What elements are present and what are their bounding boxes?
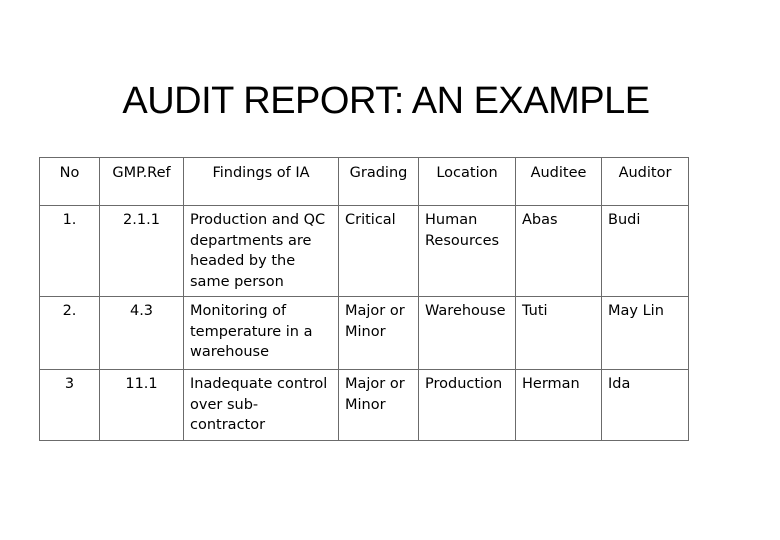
page-title: AUDIT REPORT: AN EXAMPLE [122, 80, 650, 122]
cell-location: Warehouse [419, 297, 516, 370]
cell-findings: Monitoring of temperature in a warehouse [184, 297, 339, 370]
cell-no: 3 [40, 370, 100, 441]
cell-gmp-ref: 11.1 [100, 370, 184, 441]
cell-auditee: Abas [516, 206, 602, 297]
column-header-location: Location [419, 158, 516, 206]
cell-grading: Major or Minor [339, 370, 419, 441]
cell-auditor: Ida [602, 370, 689, 441]
cell-auditee: Tuti [516, 297, 602, 370]
cell-auditor: May Lin [602, 297, 689, 370]
cell-findings: Inadequate control over sub-contractor [184, 370, 339, 441]
table-row [40, 370, 689, 441]
cell-grading: Major or Minor [339, 297, 419, 370]
cell-no: 1. [40, 206, 100, 297]
column-header-grading: Grading [339, 158, 419, 206]
table-header-row [40, 158, 689, 206]
cell-auditee: Herman [516, 370, 602, 441]
cell-auditor: Budi [602, 206, 689, 297]
column-header-auditor: Auditor [602, 158, 689, 206]
cell-gmp-ref: 2.1.1 [100, 206, 184, 297]
table-row [40, 206, 689, 297]
cell-findings: Production and QC departments are headed by the same person [184, 206, 339, 297]
table-row [40, 297, 689, 370]
column-header-gmp-ref: GMP.Ref [100, 158, 184, 206]
cell-location: Production [419, 370, 516, 441]
audit-table [39, 157, 689, 441]
cell-location: Human Resources [419, 206, 516, 297]
cell-gmp-ref: 4.3 [100, 297, 184, 370]
column-header-auditee: Auditee [516, 158, 602, 206]
cell-grading: Critical [339, 206, 419, 297]
cell-no: 2. [40, 297, 100, 370]
column-header-findings: Findings of IA [184, 158, 339, 206]
column-header-no: No [40, 158, 100, 206]
